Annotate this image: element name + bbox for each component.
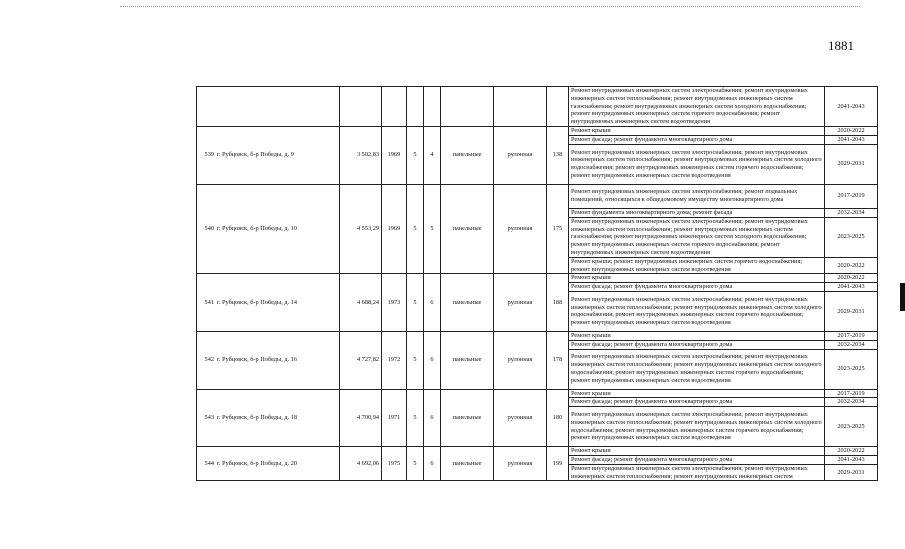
house-entrances: 5: [424, 184, 441, 274]
house-floors: 5: [407, 274, 424, 332]
wall-material: панельные: [441, 274, 494, 332]
house-year: 1969: [382, 127, 407, 185]
work-period: 2041-2043: [825, 135, 878, 144]
house-area: 4 688,24: [340, 274, 382, 332]
house-number: 542: [197, 331, 216, 389]
wall-material: панельные: [441, 184, 494, 274]
table-row: [197, 127, 878, 136]
house-address: г. Рубцовск, б-р Победы, д. 14: [215, 274, 340, 332]
house-floors: [407, 87, 424, 127]
work-description: Ремонт крыши: [569, 389, 825, 398]
house-address: г. Рубцовск, б-р Победы, д. 20: [215, 447, 340, 481]
work-description: Ремонт крыши: [569, 447, 825, 456]
table-row: [197, 331, 878, 340]
house-year: 1969: [382, 184, 407, 274]
work-description: Ремонт фундамента многоквартирного дома; ремонт фасада: [569, 208, 825, 217]
scan-artifact-line: [120, 6, 860, 7]
work-period: 2041-2043: [825, 455, 878, 464]
house-entrances: 6: [424, 331, 441, 389]
roof-type: рулонная: [494, 331, 547, 389]
work-period: 2029-2031: [825, 464, 878, 481]
wall-material: панельные: [441, 127, 494, 185]
table-row: [197, 447, 878, 456]
house-address: г. Рубцовск, б-р Победы, д. 10: [215, 184, 340, 274]
roof-type: рулонная: [494, 447, 547, 481]
work-period: 2020-2022: [825, 447, 878, 456]
work-period: 2023-2025: [825, 407, 878, 447]
residents-count: 175: [547, 184, 569, 274]
page-number: 1881: [828, 38, 854, 53]
work-period: 2032-2034: [825, 398, 878, 407]
work-description: Ремонт крыши; ремонт внутридомовых инженерных систем горячего водоснабжения; ремонт внутридомовых инженерных систем водоотведения: [569, 257, 825, 274]
roof-type: рулонная: [494, 127, 547, 185]
table-row: [197, 184, 878, 208]
capital-repair-table: [196, 86, 878, 481]
house-year: [382, 87, 407, 127]
work-period: 2032-2034: [825, 208, 878, 217]
house-number: 543: [197, 389, 216, 447]
house-year: 1971: [382, 389, 407, 447]
table-row: [197, 87, 878, 127]
work-description: Ремонт внутридомовых инженерных систем электроснабжения; ремонт внутридомовых инженерных систем теплоснабжения; ремонт внутридомовых инженерных систем газоснабжения; ремонт внутридомовых инженерных систем холодного водоснабжения; ремонт внутридомовых инженерных систем горячего водоснабжения; ремонт внутридомовых инженерных систем водоотведения: [569, 87, 825, 127]
work-description: Ремонт внутридомовых инженерных систем электроснабжения; ремонт подвальных помещений, относящихся к общедомовому имуществу многоквартирного дома: [569, 184, 825, 208]
house-entrances: 6: [424, 274, 441, 332]
table-row: [197, 274, 878, 283]
work-description: Ремонт фасада; ремонт фундамента многоквартирного дома: [569, 340, 825, 349]
house-number: [197, 87, 216, 127]
roof-type: рулонная: [494, 389, 547, 447]
work-period: 2041-2043: [825, 283, 878, 292]
residents-count: 138: [547, 127, 569, 185]
work-period: 2020-2022: [825, 257, 878, 274]
table-row: [197, 389, 878, 398]
work-period: 2017-2019: [825, 331, 878, 340]
roof-type: рулонная: [494, 184, 547, 274]
house-entrances: 6: [424, 389, 441, 447]
house-floors: 5: [407, 184, 424, 274]
roof-type: рулонная: [494, 274, 547, 332]
work-period: 2020-2022: [825, 127, 878, 136]
work-description: Ремонт фасада; ремонт фундамента многоквартирного дома: [569, 398, 825, 407]
house-address: [215, 87, 340, 127]
house-number: 541: [197, 274, 216, 332]
work-description: Ремонт внутридомовых инженерных систем электроснабжения; ремонт внутридомовых инженерных систем теплоснабжения; ремонт внутридомовых инженерных систем холодного водоснабжения; ремонт внутридомовых инженерных систем горячего водоснабжения; ремонт внутридомовых инженерных систем водоотведения: [569, 291, 825, 331]
scan-edge-mark: [900, 283, 905, 311]
work-description: Ремонт фасада; ремонт фундамента многоквартирного дома: [569, 135, 825, 144]
work-description: Ремонт внутридомовых инженерных систем электроснабжения; ремонт внутридомовых инженерных систем теплоснабжения; ремонт внутридомовых инженерных систем холодного водоснабжения; ремонт внутридомовых инженерных систем горячего водоснабжения; ремонт внутридомовых инженерных систем водоотведения: [569, 407, 825, 447]
house-floors: 5: [407, 331, 424, 389]
work-period: 2023-2025: [825, 349, 878, 389]
house-area: 4 700,94: [340, 389, 382, 447]
house-number: 544: [197, 447, 216, 481]
wall-material: [441, 87, 494, 127]
work-description: Ремонт фасада; ремонт фундамента многоквартирного дома: [569, 283, 825, 292]
work-description: Ремонт внутридомовых инженерных систем электроснабжения; ремонт внутридомовых инженерных систем теплоснабжения; ремонт внутридомовых инженерных систем холодного водоснабжения; ремонт внутридомовых инженерных систем горячего водоснабжения; ремонт внутридомовых инженерных систем водоотведения: [569, 349, 825, 389]
house-address: г. Рубцовск, б-р Победы, д. 18: [215, 389, 340, 447]
house-number: 539: [197, 127, 216, 185]
house-area: 3 502,83: [340, 127, 382, 185]
house-area: [340, 87, 382, 127]
house-year: 1972: [382, 331, 407, 389]
house-floors: 5: [407, 447, 424, 481]
house-area: 4 553,29: [340, 184, 382, 274]
work-description: Ремонт фасада; ремонт фундамента многоквартирного дома: [569, 455, 825, 464]
roof-type: [494, 87, 547, 127]
residents-count: [547, 87, 569, 127]
house-entrances: 6: [424, 447, 441, 481]
house-year: 1975: [382, 447, 407, 481]
house-year: 1973: [382, 274, 407, 332]
house-floors: 5: [407, 389, 424, 447]
work-description: Ремонт внутридомовых инженерных систем электроснабжения; ремонт внутридомовых инженерных систем теплоснабжения; ремонт внутридомовых инженерных систем газоснабжения; ремонт внутридомовых инженерных систем холодного водоснабжения; ремонт внутридомовых инженерных систем горячего водоснабжения; ремонт внутридомовых инженерных систем водоотведения: [569, 217, 825, 257]
wall-material: панельные: [441, 331, 494, 389]
house-entrances: 4: [424, 127, 441, 185]
house-area: 4 692,06: [340, 447, 382, 481]
residents-count: 178: [547, 331, 569, 389]
work-description: Ремонт крыши: [569, 127, 825, 136]
residents-count: 199: [547, 447, 569, 481]
work-period: 2017-2019: [825, 389, 878, 398]
house-floors: 5: [407, 127, 424, 185]
work-period: 2029-2031: [825, 291, 878, 331]
house-address: г. Рубцовск, б-р Победы, д. 9: [215, 127, 340, 185]
house-address: г. Рубцовск, б-р Победы, д. 16: [215, 331, 340, 389]
work-period: 2029-2031: [825, 144, 878, 184]
work-period: 2020-2022: [825, 274, 878, 283]
wall-material: панельные: [441, 447, 494, 481]
work-period: 2041-2043: [825, 87, 878, 127]
wall-material: панельные: [441, 389, 494, 447]
house-number: 540: [197, 184, 216, 274]
work-description: Ремонт крыши: [569, 331, 825, 340]
residents-count: 180: [547, 389, 569, 447]
work-period: 2017-2019: [825, 184, 878, 208]
work-description: Ремонт крыши: [569, 274, 825, 283]
house-area: 4 727,82: [340, 331, 382, 389]
work-description: Ремонт внутридомовых инженерных систем электроснабжения; ремонт внутридомовых инженерных систем теплоснабжения; ремонт внутридомовых инженерных систем холодного водоснабжения; ремонт внутридомовых инженерных систем горячего водоснабжения; ремонт внутридомовых инженерных систем водоотведения: [569, 144, 825, 184]
work-description: Ремонт внутридомовых инженерных систем электроснабжения; ремонт внутридомовых инженерных систем теплоснабжения; ремонт внутридомовых инженерных систем: [569, 464, 825, 481]
residents-count: 188: [547, 274, 569, 332]
work-period: 2032-2034: [825, 340, 878, 349]
work-period: 2023-2025: [825, 217, 878, 257]
house-entrances: [424, 87, 441, 127]
